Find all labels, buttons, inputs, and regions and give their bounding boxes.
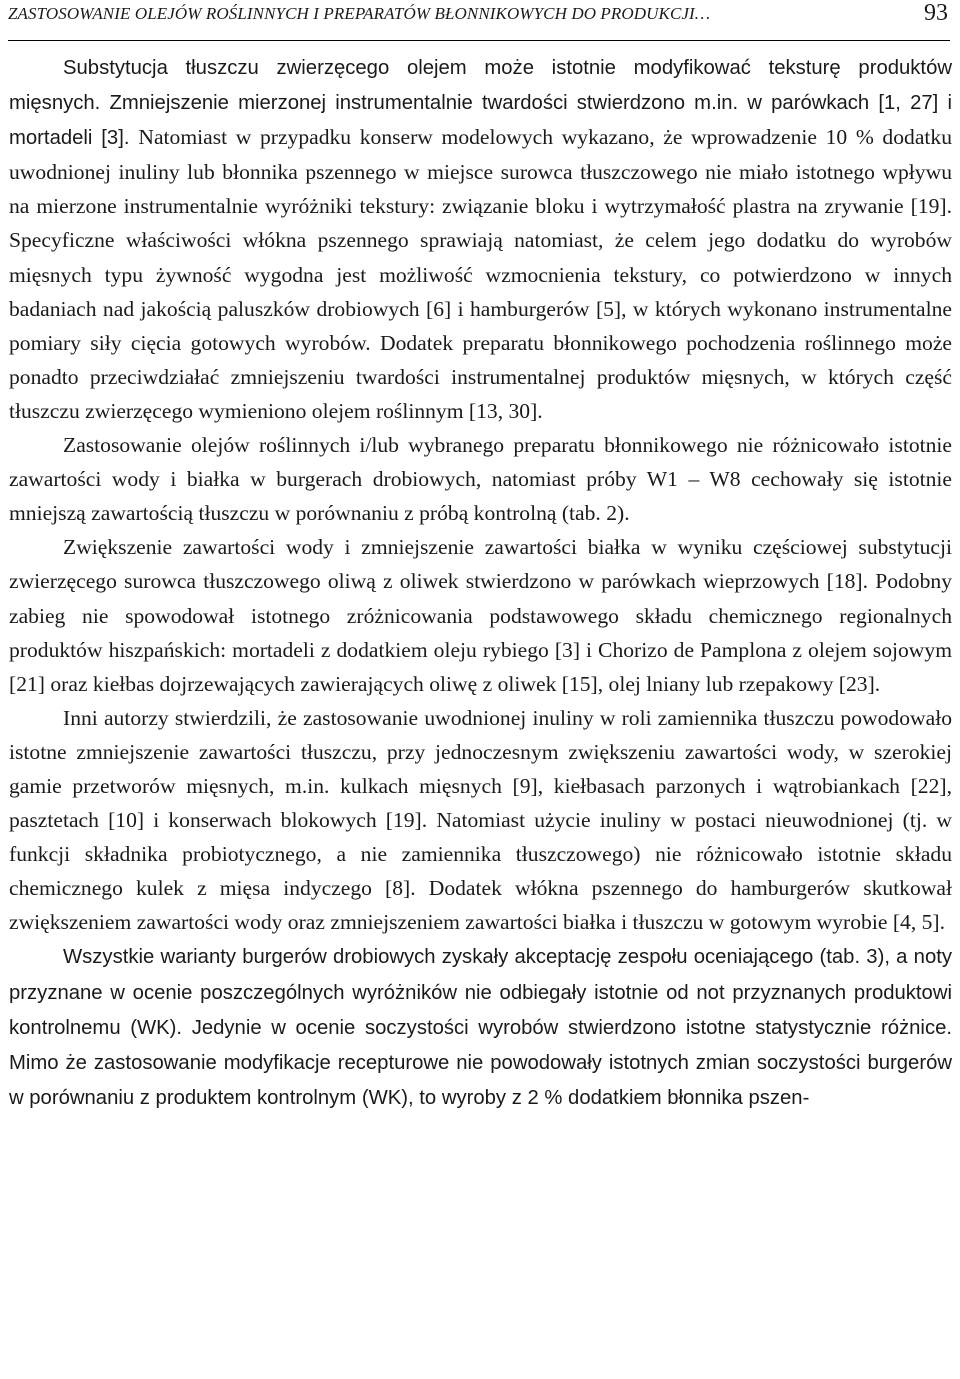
paragraph-1-segment-2: Natomiast w przypadku konserw modelowych wykazano, że wprowadzenie 10 % dodatku uwodnionej inuliny lub błonnika pszennego w miejsce surowca tłuszczowego nie miało istotnego wpływu na mierzone instrumentalnie wyróżniki tekstury: związanie bloku i wytrzymałość plastra na zrywanie [19]. [9, 125, 953, 219]
paragraph-5-segment-1: Wszystkie warianty burgerów drobiowych zyskały akceptację zespołu oceniającego (tab. 3), a noty przyznane w ocenie poszczególnych wyróżników nie odbiegały istotnie od not przyznanych produktowi kontrolnemu (WK). Jedynie w ocenie soczystości wyrobów stwierdzono istotne statystycznie różnice. Mimo że zastosowanie modyfikacje recepturowe nie powodowały istotnych zmian soczystości burgerów w porównaniu z produktem kontrolnym (WK), to wyroby z 2 % dodatkiem błonnika pszen- [9, 946, 952, 1109]
paragraph-1-segment-3: Specyficzne właściwości włókna pszennego sprawiają natomiast, że celem jego dodatku do wyrobów mięsnych typu żywność wygodna jest możliwość wzmocnienia tekstury, co potwierdzono w innych badaniach nad jakością paluszków drobiowych [6] i hamburgerów [5], w których wykonano instrumentalne pomiary siły cięcia gotowych wyrobów. [9, 228, 952, 355]
paragraph-3 [9, 530, 952, 700]
paragraph-4-segment-1: Inni autorzy stwierdzili, że zastosowanie uwodnionej inuliny w roli zamiennika tłuszczu powodowało istotne zmniejszenie zawartości tłuszczu, przy jednoczesnym zwiększeniu zawartości wody, w szerokiej gamie przetworów mięsnych, m.in. kulkach mięsnych [9], kiełbasach parzonych i wątrobiankach [22], pasztetach [10] i konserwach blokowych [19]. [9, 705, 952, 833]
page-number: 93 [924, 0, 948, 26]
running-title: ZASTOSOWANIE OLEJÓW ROŚLINNYCH I PREPARATÓW BŁONNIKOWYCH DO PRODUKCJI… [8, 4, 711, 23]
paragraph-4-segment-2: Natomiast użycie inuliny w postaci nieuwodnionej (tj. w funkcji składnika probiotycznego, a nie zamiennika tłuszczowego) nie różnicowało istotnie składu chemicznego kulek z mięsa indyczego [8]. [9, 808, 952, 901]
paragraph-2-segment-1: Zastosowanie olejów roślinnych i/lub wybranego preparatu błonnikowego nie różnicowało istotnie zawartości wody i białka w burgerach drobiowych, natomiast próby W1 – W8 cechowały się istotnie mniejszą zawartością tłuszczu w porównaniu z próbą kontrolną (tab. 2). [9, 433, 952, 526]
paragraph-2 [9, 428, 952, 530]
running-header [8, 0, 950, 41]
paragraph-3-segment-1: Zwiększenie zawartości wody i zmniejszenie zawartości białka w wyniku częściowej substytucji zwierzęcego surowca tłuszczowego oliwą z oliwek stwierdzono w parówkach wieprzowych [18]. [9, 535, 952, 594]
body-text [9, 50, 952, 1115]
paragraph-4-segment-3: Dodatek włókna pszennego do hamburgerów skutkował zwiększeniem zawartości wody oraz zmniejszeniem zawartości białka i tłuszczu w gotowym wyrobie [4, 5]. [9, 876, 952, 935]
paragraph-4 [9, 701, 952, 940]
paragraph-1 [9, 50, 952, 428]
paragraph-5 [9, 939, 952, 1114]
paragraph-3-segment-2: Podobny zabieg nie spowodował istotnego zróżnicowania podstawowego składu chemicznego regionalnych produktów hiszpańskich: mortadeli z dodatkiem oleju rybiego [3] i Chorizo de Pamplona z olejem sojowym [21] oraz kiełbas dojrzewających zawierających oliwę z oliwek [15], olej lniany lub rzepakowy [23]. [9, 569, 952, 696]
paragraph-1-segment-1: Substytucja tłuszczu zwierzęcego olejem może istotnie modyfikować teksturę produktów mięsnych. Zmniejszenie mierzonej instrumentalnie twardości stwierdzono m.in. w parówkach [1, 27] i mortadeli [3]. [9, 57, 952, 150]
paragraph-1-segment-4: Dodatek preparatu błonnikowego pochodzenia roślinnego może ponadto przeciwdziałać zmniejszeniu twardości instrumentalnej produktów mięsnych, w których część tłuszczu zwierzęcego wymieniono olejem roślinnym [13, 30]. [9, 330, 953, 423]
